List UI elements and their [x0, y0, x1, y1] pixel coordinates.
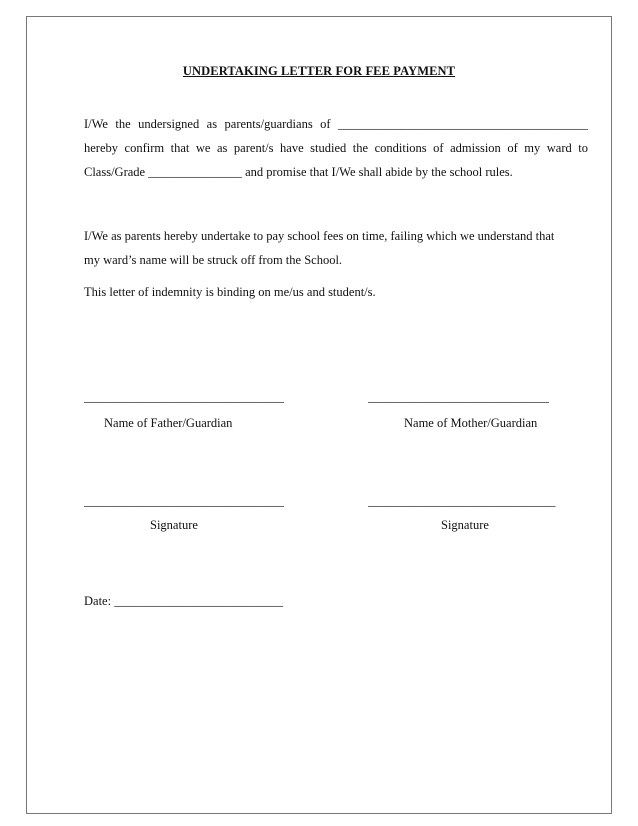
- date-line[interactable]: ___________________________: [114, 594, 283, 608]
- document-title: UNDERTAKING LETTER FOR FEE PAYMENT: [182, 64, 456, 78]
- mother-guardian-label: Name of Mother/Guardian: [404, 416, 538, 430]
- father-signature-line[interactable]: ________________________________: [84, 494, 284, 508]
- paragraph-line: hereby confirm that we as parent/s have studied the conditions of admission of my ward to: [84, 141, 588, 155]
- father-name-line[interactable]: ________________________________: [84, 390, 284, 404]
- paragraph-line: my ward’s name will be struck off from the School.: [84, 253, 343, 267]
- paragraph-line: This letter of indemnity is binding on me/us and student/s.: [84, 285, 376, 299]
- mother-signature-label: Signature: [441, 518, 489, 532]
- paragraph-indemnity: [84, 280, 588, 304]
- paragraph-fees: [84, 224, 588, 272]
- father-guardian-label: Name of Father/Guardian: [104, 416, 233, 430]
- date-row: [84, 594, 283, 609]
- paragraph-line: Class/Grade _______________ and promise that I/We shall abide by the school rules.: [84, 165, 513, 179]
- mother-name-line[interactable]: _____________________________: [368, 390, 550, 404]
- mother-signature-line[interactable]: ______________________________: [368, 494, 556, 508]
- paragraph-line: I/We as parents hereby undertake to pay school fees on time, failing which we understand that: [84, 229, 555, 243]
- date-label: Date:: [84, 594, 112, 608]
- father-signature-label: Signature: [150, 518, 198, 532]
- paragraph-admission: [84, 112, 588, 184]
- paragraph-line: I/We the undersigned as parents/guardians of ________________________________________: [84, 117, 588, 131]
